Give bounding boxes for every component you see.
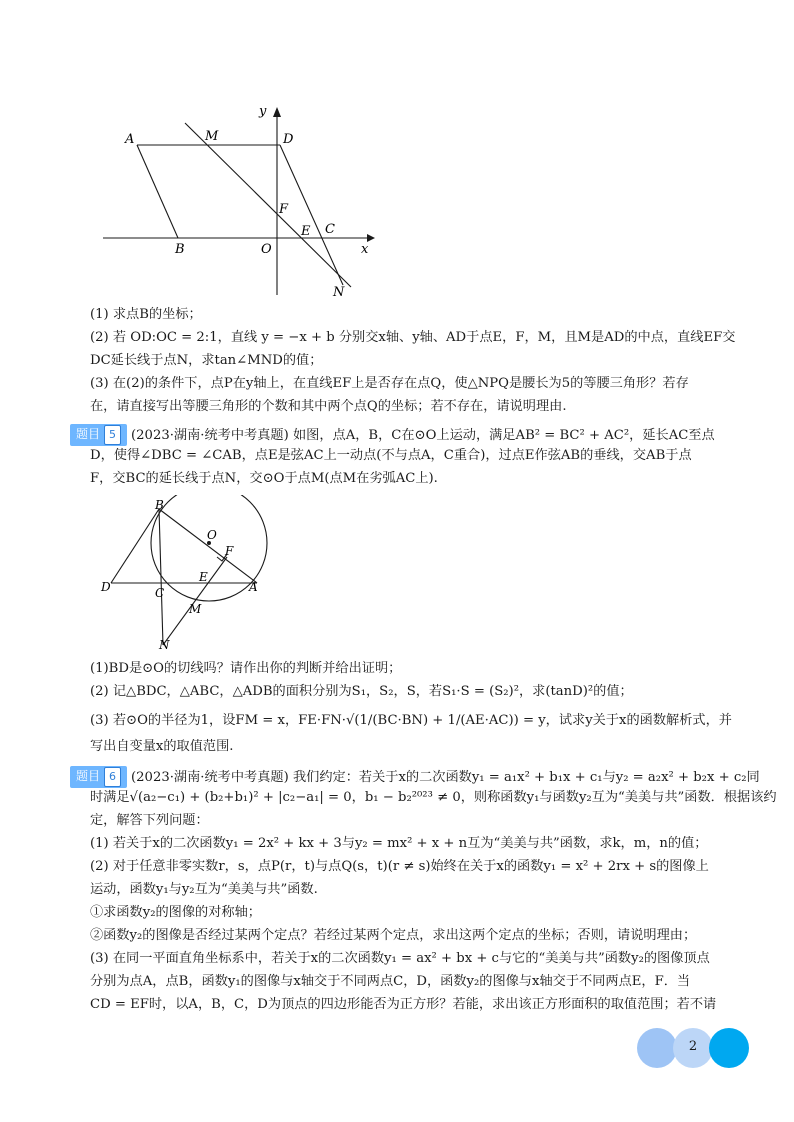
y-axis-arrow <box>273 107 281 117</box>
question-number: 6 <box>104 767 121 787</box>
label-A2: A <box>249 580 258 594</box>
page-dot-left <box>637 1028 677 1068</box>
label-E: E <box>301 224 311 239</box>
label-C: C <box>325 222 335 237</box>
q4-line-4: (3) 在(2)的条件下，点P在y轴上，在直线EF上是否存在点Q，使△NPQ是腰长为5的等腰三角形？若存 <box>90 376 689 391</box>
q6-line-10: 分别为点A，点B，函数y₁的图像与x轴交于不同两点C，D，函数y₂的图像与x轴交于不同两点E，F．当 <box>90 974 691 989</box>
label-N: N <box>333 285 345 300</box>
seg-DB <box>111 509 159 583</box>
label-N2: N <box>159 638 170 652</box>
label-A: A <box>125 132 135 147</box>
q5-sub-1: (1)BD是⊙O的切线吗？请作出你的判断并给出证明； <box>90 661 402 676</box>
label-E2: E <box>199 570 208 584</box>
q4-line-1: (1) 求点B的坐标； <box>90 307 202 322</box>
question-tag: 题目 5 <box>70 424 127 446</box>
q5-sub-3: (3) 若⊙O的半径为1，设FM = x，FE·FN·√(1/(BC·BN) + 1/(AE·AC)) = y，试求y关于x的函数解析式，并 <box>90 713 732 728</box>
q6-line-1 <box>70 766 760 788</box>
label-B: B <box>175 242 185 257</box>
label-y: y <box>259 104 267 119</box>
label-M2: M <box>189 602 202 616</box>
q5-sub-4: 写出自变量x的取值范围. <box>90 739 234 754</box>
figure-circle <box>95 495 285 655</box>
label-B2: B <box>155 498 164 512</box>
page-indicator <box>637 1028 753 1068</box>
seg-BA <box>159 509 257 583</box>
line-EF <box>185 123 351 287</box>
label-F: F <box>279 202 289 217</box>
side-DC-extended <box>280 145 343 285</box>
q6-line-8: ②函数y₂的图像是否经过某两个定点？若经过某两个定点，求出这两个定点的坐标；否则，请说明理由； <box>90 928 697 943</box>
q6-line-6: 运动，函数y₁与y₂互为“美美与共”函数. <box>90 882 318 897</box>
seg-NF <box>163 557 227 645</box>
q6-line-1-text: (2023·湖南·统考中考真题) 我们约定：若关于x的二次函数y₁ = a₁x² + b₁x + c₁与y₂ = a₂x² + b₂x + c₂同 <box>131 770 760 785</box>
q5-line-2: D，使得∠DBC = ∠CAB，点E是弦AC上一动点(不与点A，C重合)，过点E作弦AB的垂线，交AB于点 <box>90 448 692 463</box>
x-axis-arrow <box>367 234 375 242</box>
label-x: x <box>361 242 369 257</box>
figure-coordinate-parallelogram <box>95 95 385 305</box>
q6-line-11: CD = EF时，以A，B，C，D为顶点的四边形能否为正方形？若能，求出该正方形面积的取值范围；若不请 <box>90 997 717 1012</box>
label-C2: C <box>155 586 165 600</box>
q4-line-3: DC延长线于点N，求tan∠MND的值； <box>90 353 323 368</box>
side-AB <box>137 145 178 238</box>
question-number: 5 <box>104 425 121 445</box>
q5-line-1-text: (2023·湖南·统考中考真题) 如图，点A，B，C在⊙O上运动，满足AB² = BC² + AC²，延长AC至点 <box>131 428 715 443</box>
label-M: M <box>205 129 219 144</box>
q4-line-2: (2) 若 OD:OC = 2:1，直线 y = −x + b 分别交x轴、y轴、AD于点E，F，M，且M是AD的中点，直线EF交 <box>90 330 736 345</box>
label-D2: D <box>101 580 111 594</box>
q5-line-1 <box>70 424 715 446</box>
label-O: O <box>261 242 272 257</box>
question-tag: 题目 6 <box>70 766 127 788</box>
label-O2: O <box>207 528 217 542</box>
q6-line-2: 时满足√(a₂−c₁) + (b₂+b₁)² + |c₂−a₁| = 0，b₁ − b₂²⁰²³ ≠ 0，则称函数y₁与函数y₂互为“美美与共”函数．根据该约 <box>90 790 777 805</box>
q4-line-5: 在，请直接写出等腰三角形的个数和其中两个点Q的坐标；若不存在，请说明理由. <box>90 399 567 414</box>
q6-line-5: (2) 对于任意非零实数r，s，点P(r，t)与点Q(s，t)(r ≠ s)始终在关于x的函数y₁ = x² + 2rx + s的图像上 <box>90 859 709 874</box>
label-F2: F <box>225 544 234 558</box>
q6-line-9: (3) 在同一平面直角坐标系中，若关于x的二次函数y₁ = ax² + bx + c与它的“美美与共”函数y₂的图像顶点 <box>90 951 710 966</box>
q6-line-7: ①求函数y₂的图像的对称轴； <box>90 905 261 920</box>
q5-sub-2: (2) 记△BDC，△ABC，△ADB的面积分别为S₁，S₂，S，若S₁·S = (S₂)²，求(tanD)²的值； <box>90 684 633 699</box>
q6-line-4: (1) 若关于x的二次函数y₁ = 2x² + kx + 3与y₂ = mx² + x + n互为“美美与共”函数，求k，m，n的值； <box>90 836 708 851</box>
q6-line-3: 定，解答下列问题： <box>90 813 209 828</box>
page-dot-right <box>709 1028 749 1068</box>
page-number: 2 <box>688 1039 698 1054</box>
label-D: D <box>283 132 294 147</box>
q5-line-3: F，交BC的延长线于点N，交⊙O于点M(点M在劣弧AC上). <box>90 471 438 486</box>
